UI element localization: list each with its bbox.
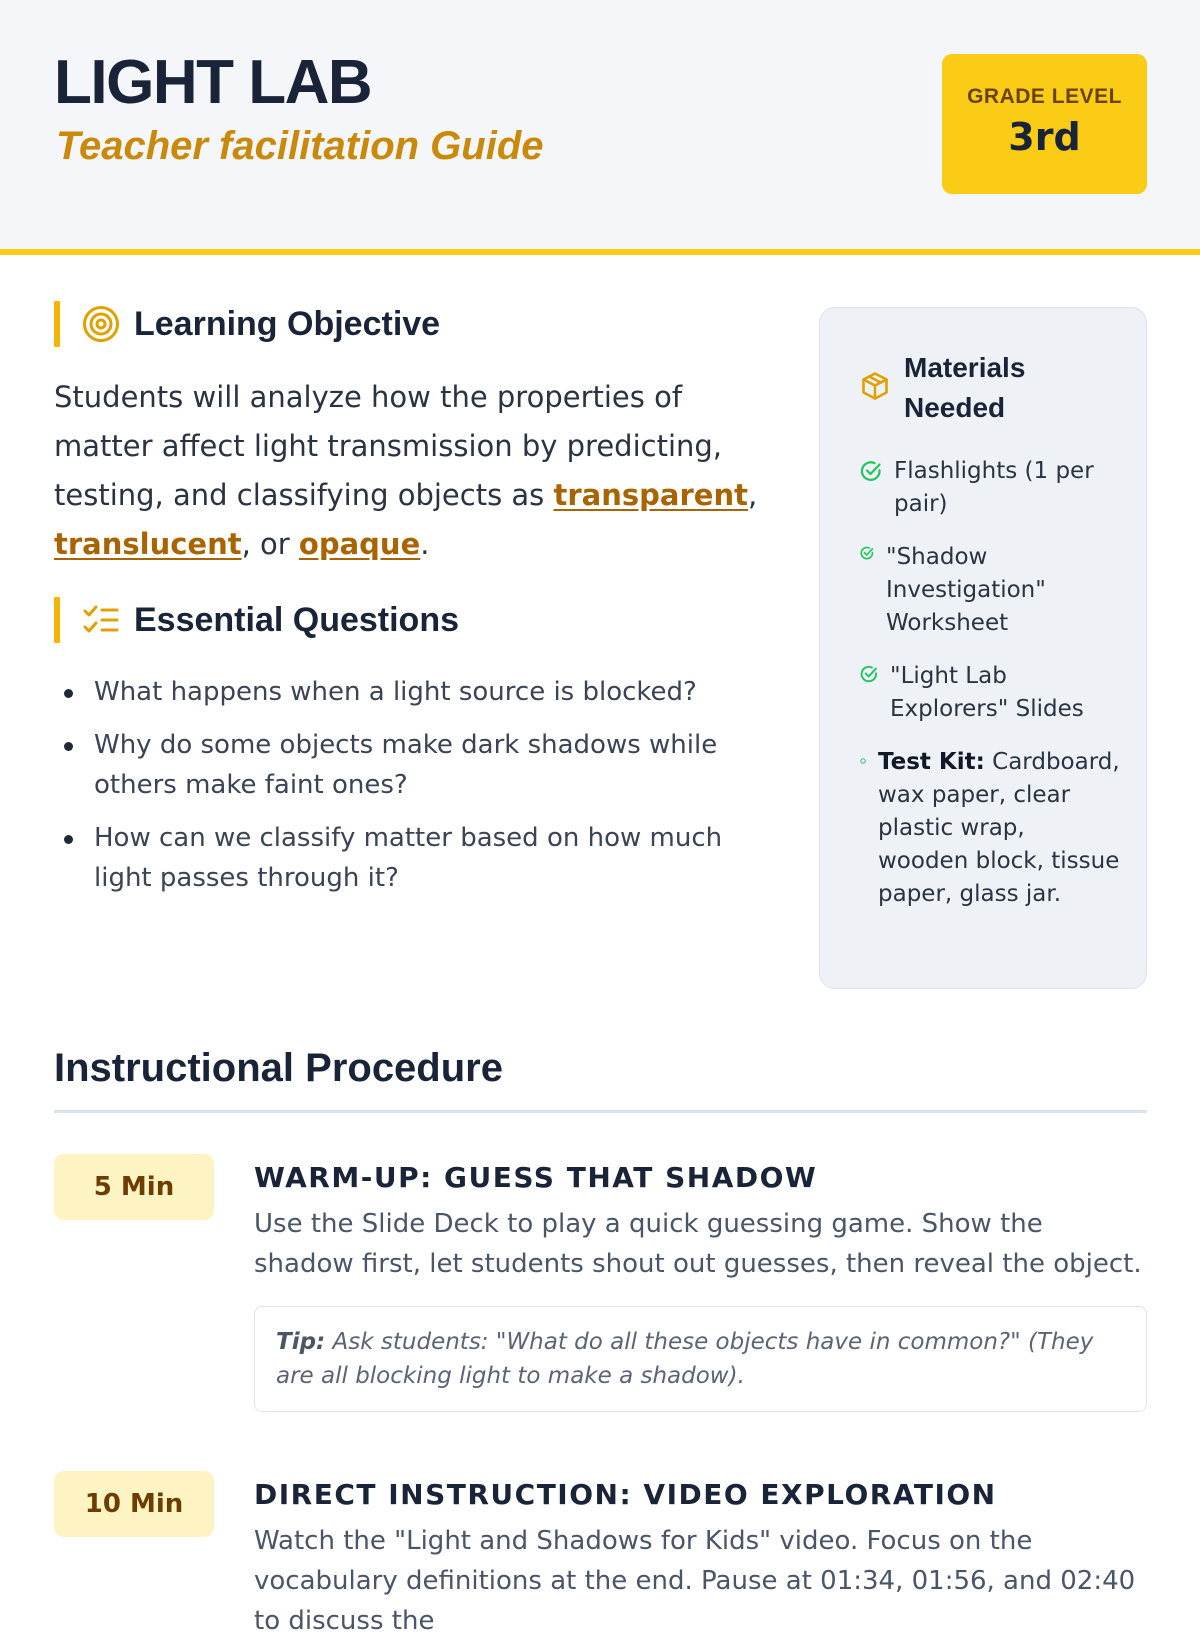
material-item <box>860 455 1122 521</box>
material-text: "Shadow Investigation" Worksheet <box>886 544 1046 636</box>
step-title: WARM-UP: GUESS THAT SHADOW <box>254 1161 818 1194</box>
section-accent-bar <box>54 597 60 643</box>
vocab-transparent[interactable]: transparent <box>553 478 748 512</box>
material-text: "Light Lab Explorers" Slides <box>890 663 1084 722</box>
time-badge: 5 Min <box>54 1154 214 1220</box>
question-item: How can we classify matter based on how much light passes through it? <box>54 818 774 898</box>
grade-level-badge <box>942 54 1147 194</box>
question-item: What happens when a light source is blocked? <box>54 672 774 712</box>
separator: , <box>241 527 251 561</box>
vocab-translucent[interactable]: translucent <box>54 527 242 561</box>
step-body <box>254 1154 1147 1412</box>
section-title: Learning Objective <box>134 304 441 343</box>
page-title: LIGHT LAB <box>54 48 372 117</box>
checklist-icon <box>82 601 120 639</box>
tip-text: Ask students: "What do all these objects have in common?" (They are all blocking light to make a shadow). <box>276 1329 1094 1389</box>
essential-questions-heading <box>54 597 459 643</box>
grade-level-value: 3rd <box>1008 115 1081 159</box>
section-accent-bar <box>54 301 60 347</box>
step-description: Use the Slide Deck to play a quick guessing game. Show the shadow first, let students shout out guesses, then reveal the object. <box>254 1209 1142 1279</box>
tip-label: Tip: <box>276 1329 326 1355</box>
objective-end: . <box>420 527 430 561</box>
learning-objective-text <box>54 373 774 569</box>
objective-text: Students will analyze how the properties of matter affect light transmission by predicting, testing, and classifying objects as <box>54 380 723 512</box>
check-circle-icon <box>860 460 882 482</box>
material-item <box>860 541 1122 640</box>
material-item <box>860 746 1122 911</box>
target-icon <box>82 305 120 343</box>
vocab-opaque[interactable]: opaque <box>298 527 421 561</box>
tip-box <box>254 1306 1147 1412</box>
material-text: Test Kit: Cardboard, wax paper, clear plastic wrap, wooden block, tissue paper, glass jar. <box>878 749 1120 907</box>
procedure-title: Instructional Procedure <box>54 1046 503 1090</box>
separator: or <box>250 527 299 561</box>
material-item <box>860 660 1122 726</box>
divider <box>54 1110 1147 1113</box>
page-header <box>0 0 1200 255</box>
box-icon <box>860 371 890 405</box>
step-description: Watch the "Light and Shadows for Kids" video. Focus on the vocabulary definitions at the end. Pause at 01:34, 01:56, and 02:40 to discuss the <box>254 1526 1136 1636</box>
grade-level-label: GRADE LEVEL <box>967 85 1122 108</box>
check-circle-icon <box>860 546 874 560</box>
learning-objective-heading <box>54 301 440 347</box>
materials-title: Materials Needed <box>904 352 1026 423</box>
step-body <box>254 1471 1147 1641</box>
material-text: Flashlights (1 per pair) <box>894 458 1094 517</box>
time-badge: 10 Min <box>54 1471 214 1537</box>
materials-card <box>819 307 1147 989</box>
materials-list <box>860 455 1122 931</box>
separator: , <box>747 478 758 512</box>
section-title: Essential Questions <box>134 600 459 639</box>
page-subtitle: Teacher facilitation Guide <box>56 124 544 168</box>
step-title: DIRECT INSTRUCTION: VIDEO EXPLORATION <box>254 1478 997 1511</box>
question-item: Why do some objects make dark shadows while others make faint ones? <box>54 725 774 805</box>
materials-heading <box>860 348 1064 428</box>
check-circle-icon <box>860 665 878 683</box>
check-circle-icon <box>860 758 866 764</box>
essential-questions-list <box>54 672 774 911</box>
